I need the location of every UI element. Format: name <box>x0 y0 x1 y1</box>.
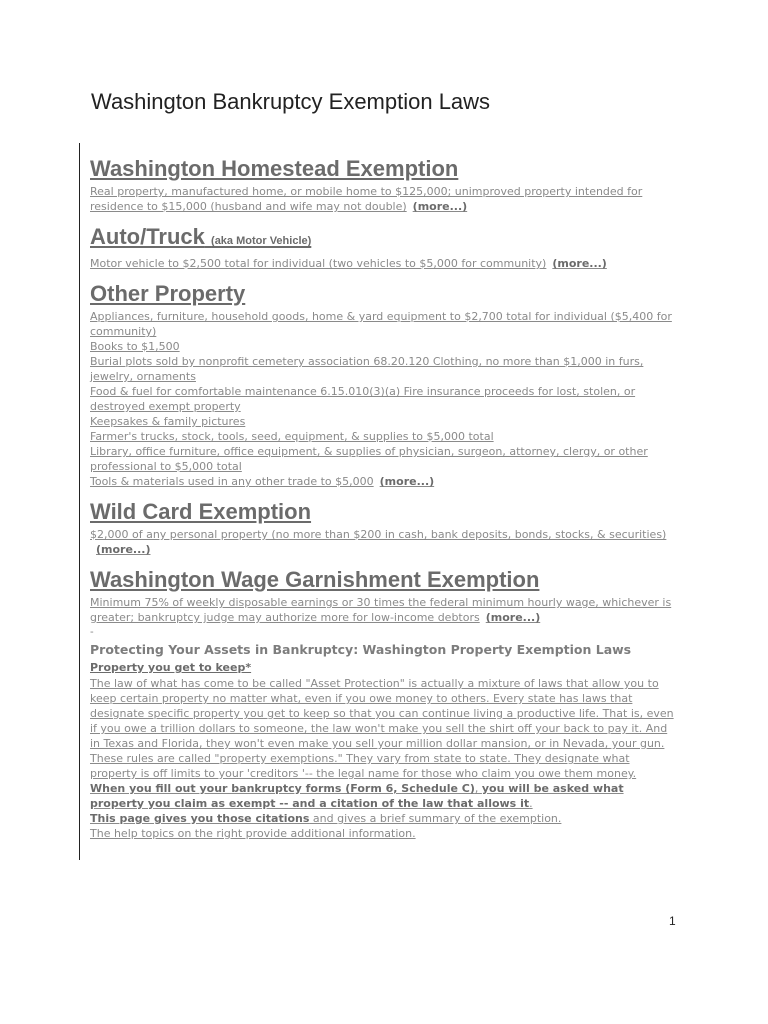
comma-run: , <box>474 782 482 795</box>
other-property-item[interactable]: Library, office furniture, office equipment, & supplies of physician, surgeon, attorney, clergy, or other professional to $5,000 total <box>90 445 648 473</box>
other-property-item[interactable]: Farmer's trucks, stock, tools, seed, equipment, & supplies to $5,000 total <box>90 430 494 443</box>
wage-heading[interactable]: Washington Wage Garnishment Exemption <box>90 567 540 592</box>
wage-body: Minimum 75% of weekly disposable earnings or 30 times the federal minimum hourly wage, whichever is greater; bankruptcy judge may authorize more for low-income debtors <box>90 596 672 624</box>
forms-phrase: When you fill out your bankruptcy forms (Form 6, Schedule C) <box>90 782 475 795</box>
wild-card-more-link[interactable]: (more...) <box>96 543 151 556</box>
auto-more-link[interactable]: (more...) <box>552 257 607 270</box>
auto-aka: (aka Motor Vehicle) <box>211 235 312 247</box>
keep-heading[interactable]: Property you get to keep* <box>90 661 252 674</box>
protecting-para-2[interactable]: These rules are called "property exemptions." They vary from state to state. They designate what property is off limits to your 'creditors '-- the legal name for those who claim you owe them money. <box>90 752 637 780</box>
revision-margin-bar <box>79 143 80 860</box>
protecting-para-4[interactable] <box>90 811 680 826</box>
document-content <box>90 154 680 841</box>
citations-phrase: This page gives you those citations <box>90 812 310 825</box>
auto-body: Motor vehicle to $2,500 total for individual (two vehicles to $5,000 for community) <box>90 257 547 270</box>
period-run: . <box>529 797 533 810</box>
homestead-heading[interactable]: Washington Homestead Exemption <box>90 156 459 181</box>
other-property-item[interactable]: Burial plots sold by nonprofit cemetery association 68.20.120 Clothing, no more than $1,000 in furs, jewelry, ornaments <box>90 355 644 383</box>
homestead-more-link[interactable]: (more...) <box>412 200 468 213</box>
other-property-last-body: Tools & materials used in any other trade to $5,000 <box>90 475 374 488</box>
wage-text[interactable] <box>90 595 680 625</box>
summary-phrase: and gives a brief summary of the exemption. <box>309 812 562 825</box>
other-property-heading[interactable]: Other Property <box>90 281 246 306</box>
document-title: Washington Bankruptcy Exemption Laws <box>91 89 491 114</box>
wage-more-link[interactable]: (more...) <box>485 611 541 624</box>
wild-card-heading[interactable]: Wild Card Exemption <box>90 499 312 524</box>
protecting-heading: Protecting Your Assets in Bankruptcy: Washington Property Exemption Laws <box>90 642 632 657</box>
wild-card-text[interactable] <box>90 527 680 557</box>
wild-card-body: $2,000 of any personal property (no more than $200 in cash, bank deposits, bonds, stocks, & securities) <box>90 528 667 541</box>
claim-phrase: you will be asked what property you claim as exempt -- and a citation of the law that allows it <box>90 782 624 810</box>
other-property-item[interactable]: Books to $1,500 <box>90 340 180 353</box>
homestead-body: Real property, manufactured home, or mobile home to $125,000; unimproved property intended for residence to $15,000 (husband and wife may not double) <box>90 185 643 213</box>
page-number: 1 <box>669 914 676 928</box>
auto-heading[interactable] <box>90 222 680 256</box>
homestead-text[interactable] <box>90 184 680 214</box>
other-property-item-last[interactable] <box>90 474 680 489</box>
protecting-para-3[interactable] <box>90 781 680 811</box>
other-property-item[interactable]: Keepsakes & family pictures <box>90 415 246 428</box>
other-property-more-link[interactable]: (more...) <box>379 475 435 488</box>
auto-text[interactable] <box>90 256 680 271</box>
other-property-item[interactable]: Food & fuel for comfortable maintenance 6.15.010(3)(a) Fire insurance proceeds for lost, stolen, or destroyed exempt property <box>90 385 636 413</box>
dash-mark: - <box>90 626 94 638</box>
protecting-para-1[interactable]: The law of what has come to be called "Asset Protection" is actually a mixture of laws that allow you to keep certain property no matter what, even if you owe money to others. Every state has laws that designate specific property you get to keep so that you can continue living a productive life. That is, even if you owe a trillion dollars to someone, the law won't make you sell the shirt off your back to pay it. And in Texas and Florida, they won't even make you sell your million dollar mansion, or in Nevada, your gun. <box>90 677 674 750</box>
other-property-item[interactable]: Appliances, furniture, household goods, home & yard equipment to $2,700 total for individual ($5,400 for community) <box>90 310 672 338</box>
protecting-para-5[interactable]: The help topics on the right provide additional information. <box>90 827 416 840</box>
auto-heading-label: Auto/Truck <box>90 224 205 249</box>
